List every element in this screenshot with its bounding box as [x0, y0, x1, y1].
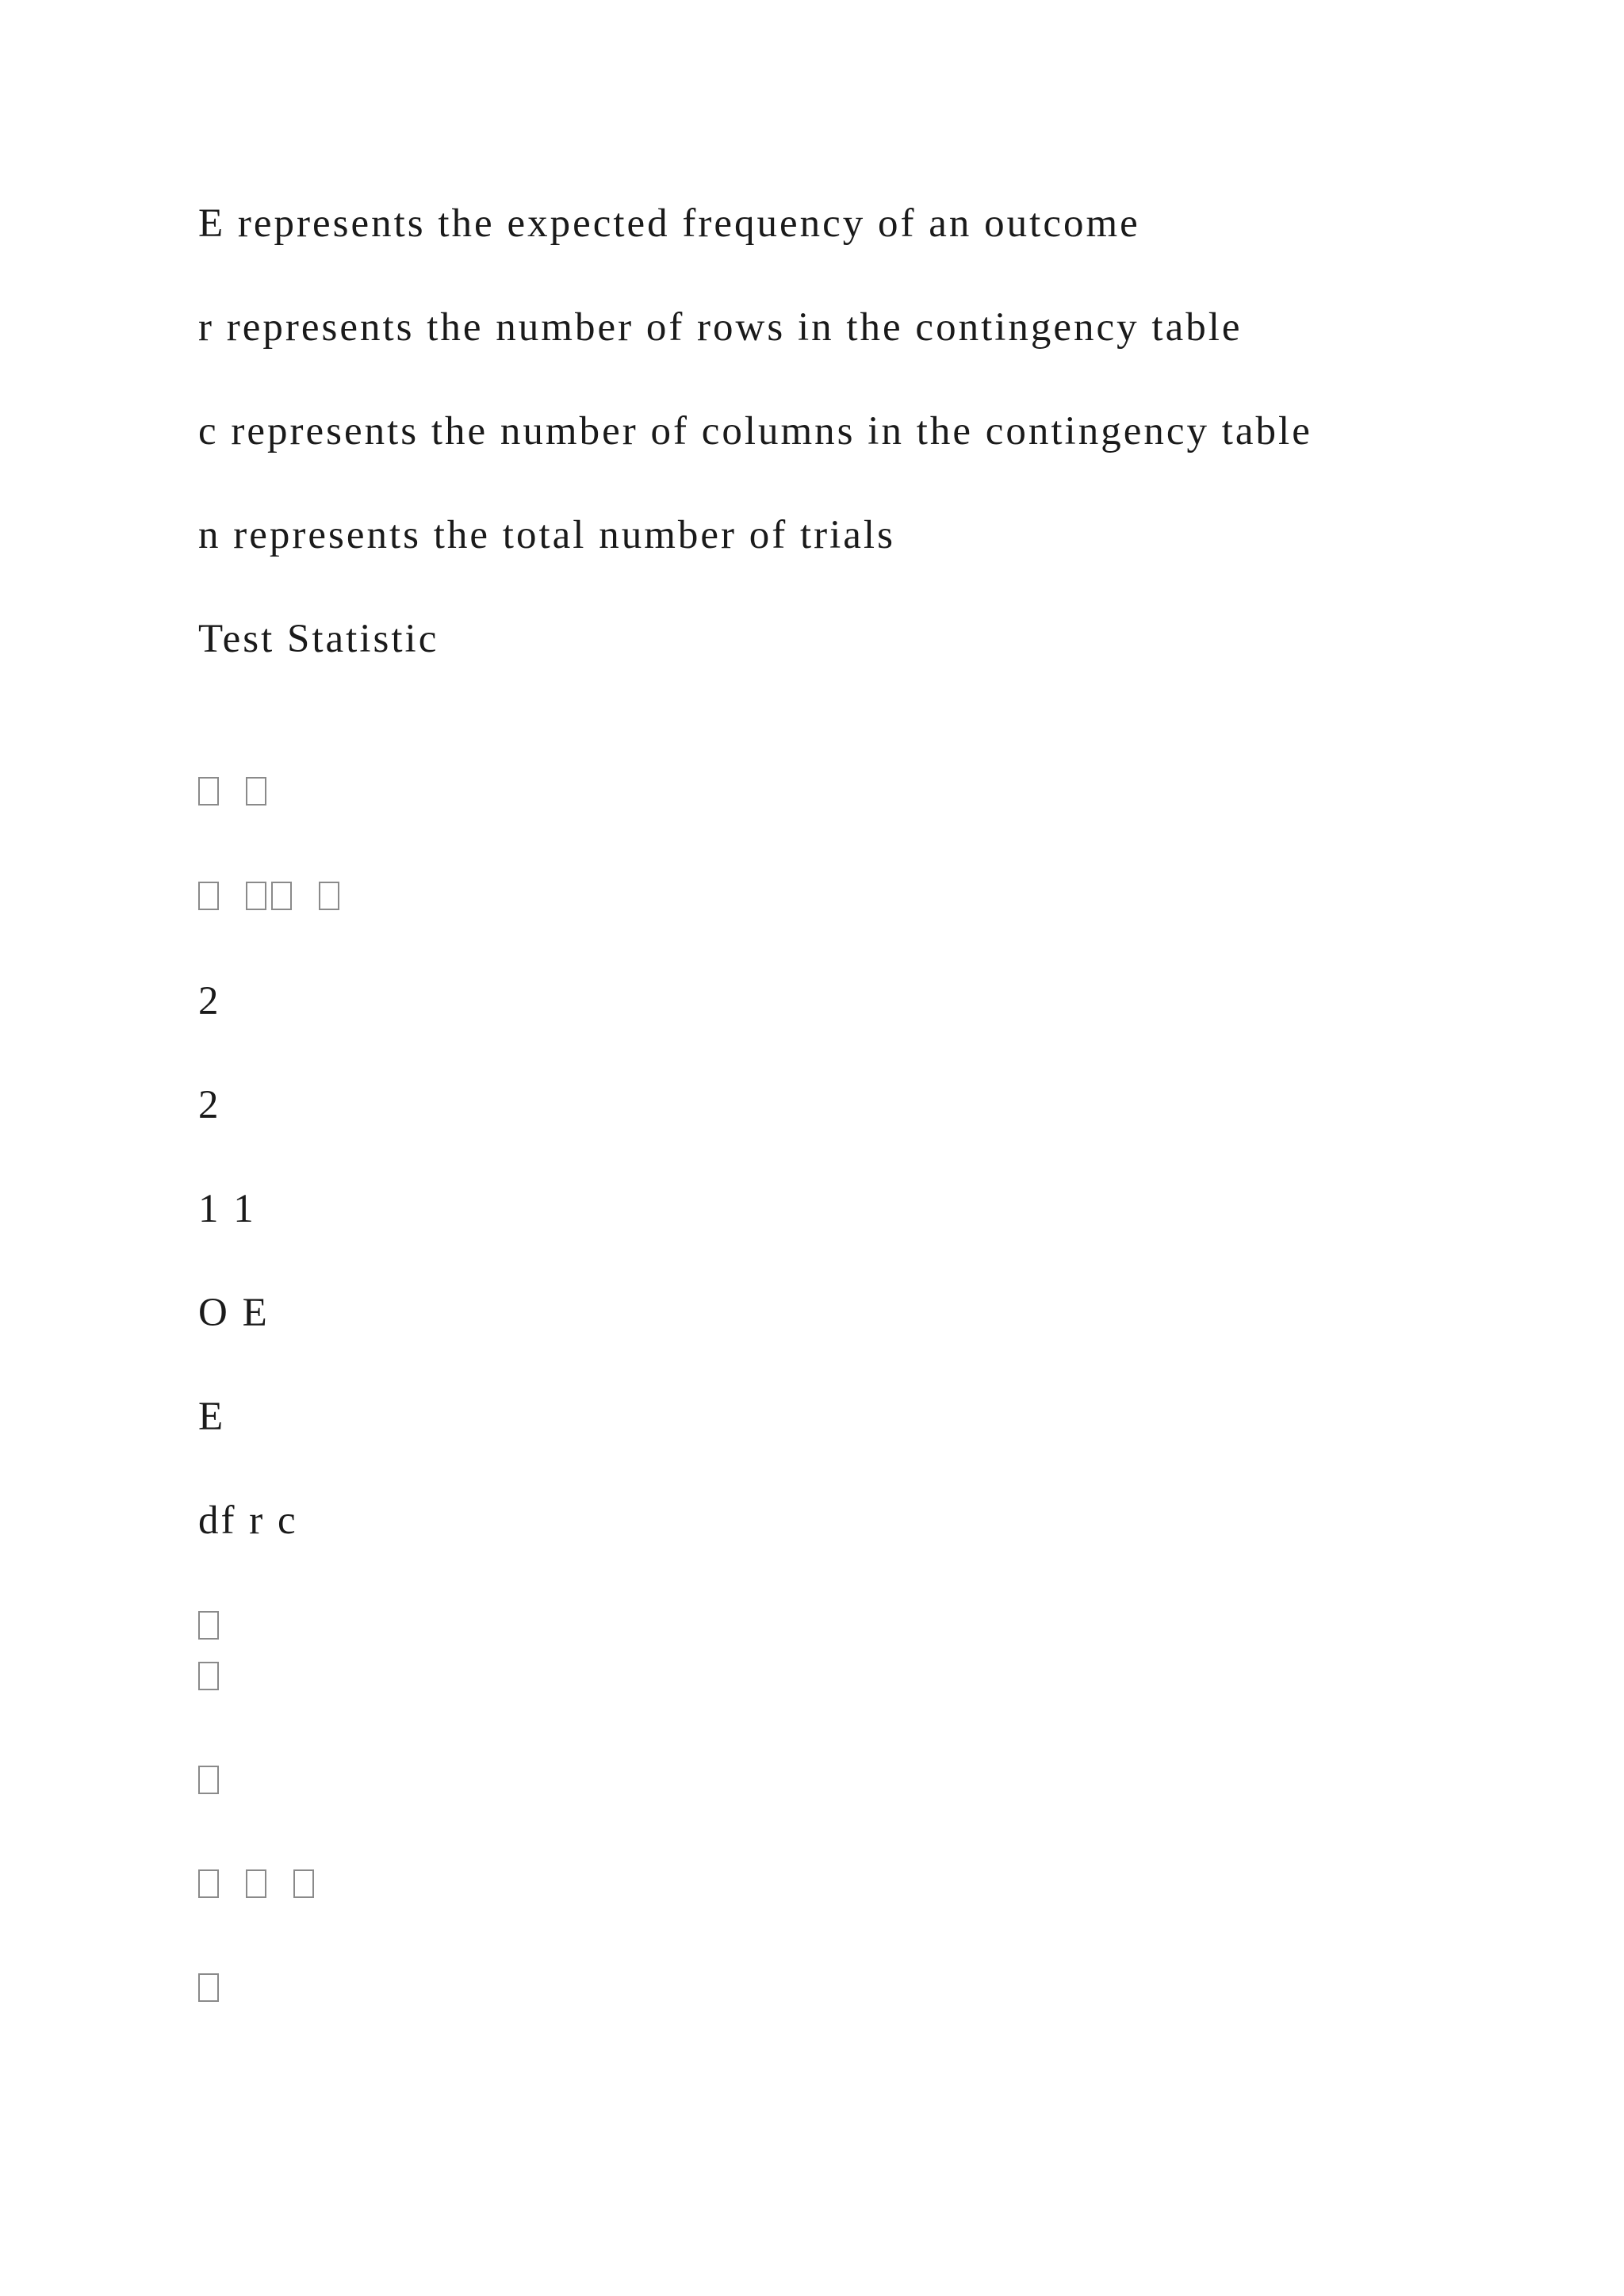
missing-glyph-icon [246, 882, 266, 910]
formula-glyph-row-4 [198, 1652, 219, 1700]
formula-glyph-row-7 [198, 1964, 219, 2011]
missing-glyph-icon [246, 1869, 266, 1898]
formula-degrees-of-freedom: df r c [198, 1498, 298, 1543]
definition-expected-frequency: E represents the expected frequency of an outcome [198, 201, 1140, 246]
formula-glyph-row-5 [198, 1756, 219, 1804]
missing-glyph-icon [271, 882, 292, 910]
formula-numerator: O E [198, 1291, 270, 1335]
definition-rows: r represents the number of rows in the contingency table [198, 305, 1243, 350]
missing-glyph-icon [293, 1869, 314, 1898]
missing-glyph-icon [198, 1869, 219, 1898]
missing-glyph-icon [198, 1766, 219, 1794]
formula-ones: 1 1 [198, 1187, 256, 1231]
formula-exponent-b: 2 [198, 1083, 221, 1127]
missing-glyph-icon [246, 777, 266, 806]
formula-glyph-row-6 [198, 1860, 314, 1908]
definition-trials: n represents the total number of trials [198, 513, 895, 557]
formula-glyph-row-1 [198, 767, 266, 815]
missing-glyph-icon [198, 882, 219, 910]
formula-exponent-a: 2 [198, 979, 221, 1024]
formula-glyph-row-2 [198, 872, 339, 920]
formula-glyph-row-3 [198, 1601, 219, 1649]
missing-glyph-icon [198, 1973, 219, 2002]
section-heading-test-statistic: Test Statistic [198, 617, 439, 661]
missing-glyph-icon [319, 882, 339, 910]
formula-denominator: E [198, 1395, 226, 1439]
missing-glyph-icon [198, 1611, 219, 1640]
missing-glyph-icon [198, 777, 219, 806]
missing-glyph-icon [198, 1662, 219, 1690]
definition-columns: c represents the number of columns in the contingency table [198, 409, 1312, 453]
